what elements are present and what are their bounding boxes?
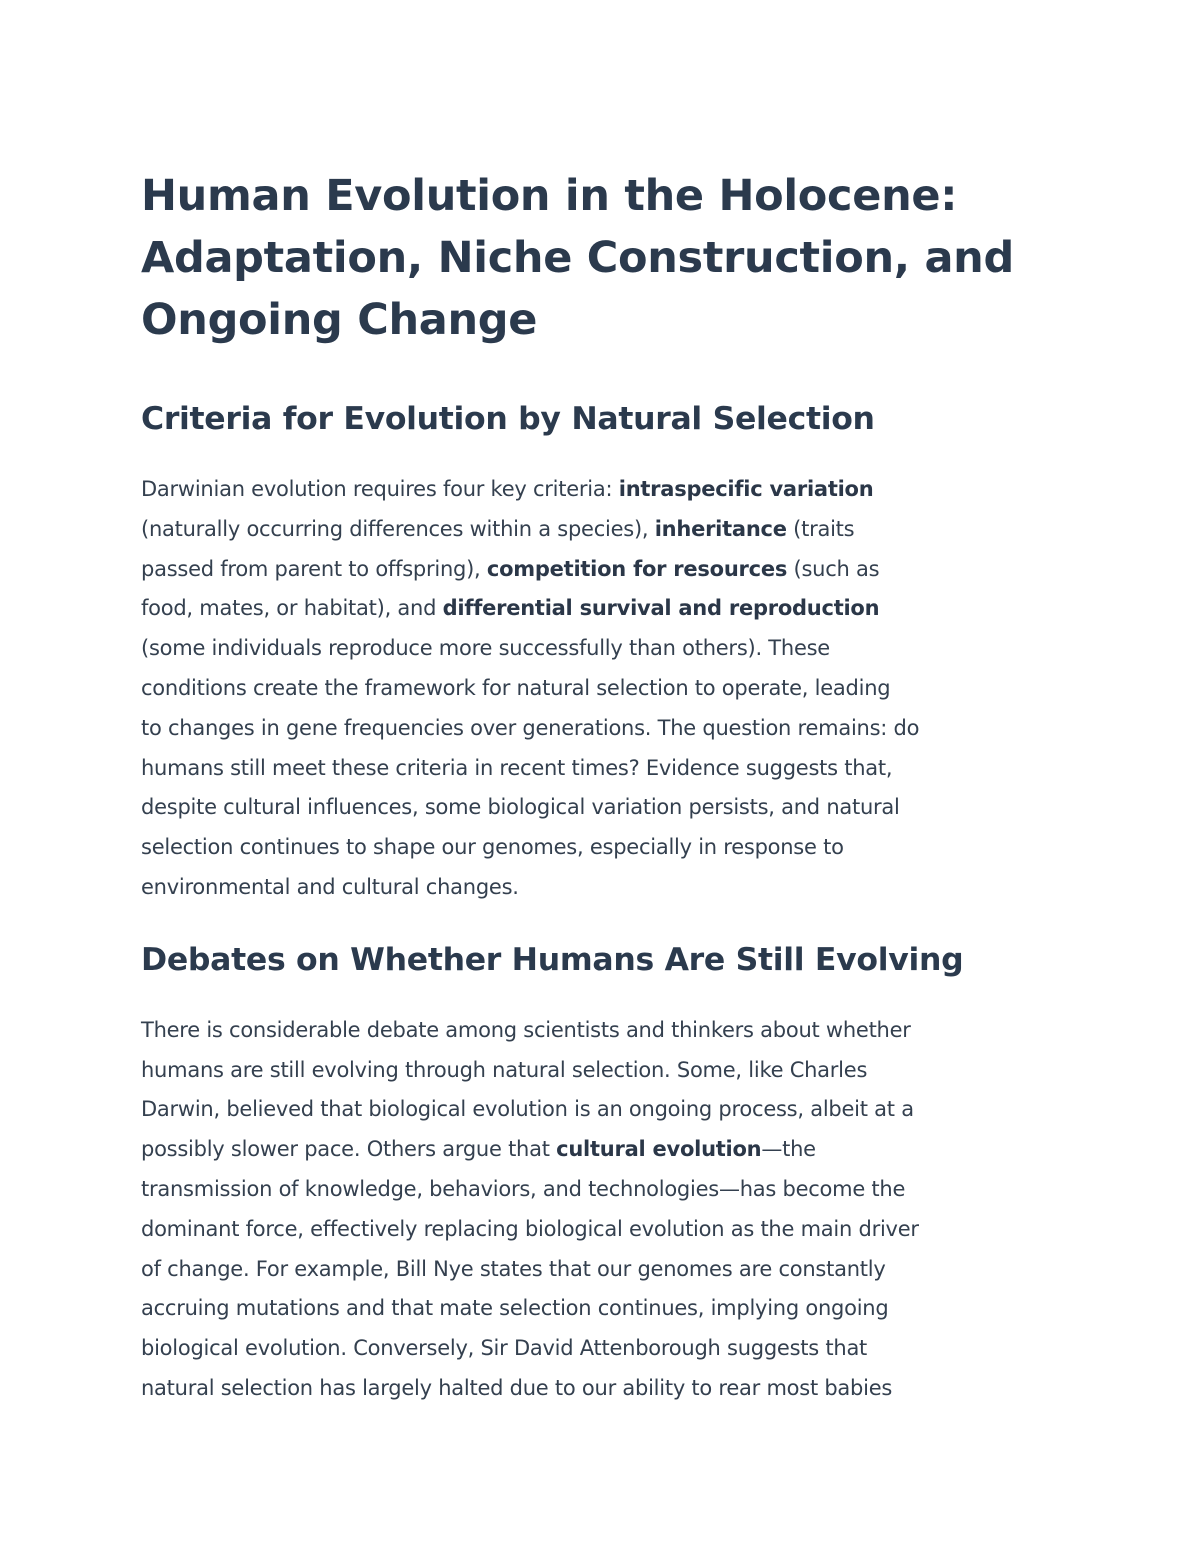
title-line: Ongoing Change [141, 295, 538, 345]
text-run: (traits [786, 516, 855, 541]
text-line [141, 1369, 1066, 1409]
text-line [141, 629, 1066, 669]
text-line [141, 550, 1066, 590]
text-line [141, 1051, 1066, 1091]
text-run: (naturally occurring differences within a species), [141, 516, 655, 541]
section-heading-criteria: Criteria for Evolution by Natural Selection [141, 401, 875, 437]
text-run: transmission of knowledge, behaviors, and technologies—has become the [141, 1176, 906, 1201]
text-line [141, 510, 1066, 550]
text-run: of change. For example, Bill Nye states that our genomes are constantly [141, 1256, 886, 1281]
text-line [141, 1329, 1066, 1369]
text-line [141, 868, 1066, 908]
text-line [141, 709, 1066, 749]
text-run: passed from parent to offspring), [141, 556, 487, 581]
text-run: humans are still evolving through natural selection. Some, like Charles [141, 1057, 868, 1082]
text-run: conditions create the framework for natural selection to operate, leading [141, 675, 891, 700]
text-line [141, 1289, 1066, 1329]
text-run: dominant force, effectively replacing biological evolution as the main driver [141, 1216, 919, 1241]
text-run: Darwin, believed that biological evolution is an ongoing process, albeit at a [141, 1097, 914, 1122]
key-term: inheritance [654, 516, 787, 541]
document-title [141, 165, 1066, 351]
text-line [141, 1090, 1066, 1130]
text-run: (some individuals reproduce more successfully than others). These [141, 636, 830, 661]
text-line [141, 1250, 1066, 1290]
key-term: cultural evolution [556, 1137, 762, 1162]
key-term: differential survival and reproduction [442, 596, 880, 621]
title-line: Human Evolution in the Holocene: [141, 171, 958, 221]
text-line [141, 749, 1066, 789]
document-page [141, 165, 1066, 1409]
paragraph-criteria [141, 470, 1066, 908]
text-line [141, 470, 1066, 510]
text-line [141, 828, 1066, 868]
text-run: biological evolution. Conversely, Sir David Attenborough suggests that [141, 1336, 868, 1361]
key-term: intraspecific variation [618, 477, 874, 501]
text-run: There is considerable debate among scientists and thinkers about whether [141, 1017, 911, 1042]
text-run: selection continues to shape our genomes, especially in response to [141, 835, 844, 860]
text-run: natural selection has largely halted due to our ability to rear most babies [141, 1375, 893, 1400]
key-term: competition for resources [486, 556, 788, 581]
text-run: Darwinian evolution requires four key criteria: [141, 477, 619, 501]
text-line [141, 1170, 1066, 1210]
text-line [141, 669, 1066, 709]
title-line: Adaptation, Niche Construction, and [141, 233, 1014, 283]
text-line [141, 589, 1066, 629]
text-run: despite cultural influences, some biological variation persists, and natural [141, 795, 900, 820]
text-line [141, 788, 1066, 828]
text-run: environmental and cultural changes. [141, 874, 519, 899]
text-run: food, mates, or habitat), and [141, 596, 443, 621]
text-run: to changes in gene frequencies over generations. The question remains: do [141, 715, 920, 740]
text-line [141, 1130, 1066, 1170]
text-run: possibly slower pace. Others argue that [141, 1137, 557, 1162]
text-line [141, 1210, 1066, 1250]
text-run: —the [761, 1137, 816, 1162]
paragraph-debates [141, 1011, 1066, 1409]
text-line [141, 1011, 1066, 1051]
text-run: humans still meet these criteria in recent times? Evidence suggests that, [141, 755, 893, 780]
text-run: (such as [787, 556, 880, 581]
text-run: accruing mutations and that mate selection continues, implying ongoing [141, 1296, 889, 1321]
section-heading-debates: Debates on Whether Humans Are Still Evolving [141, 941, 964, 978]
